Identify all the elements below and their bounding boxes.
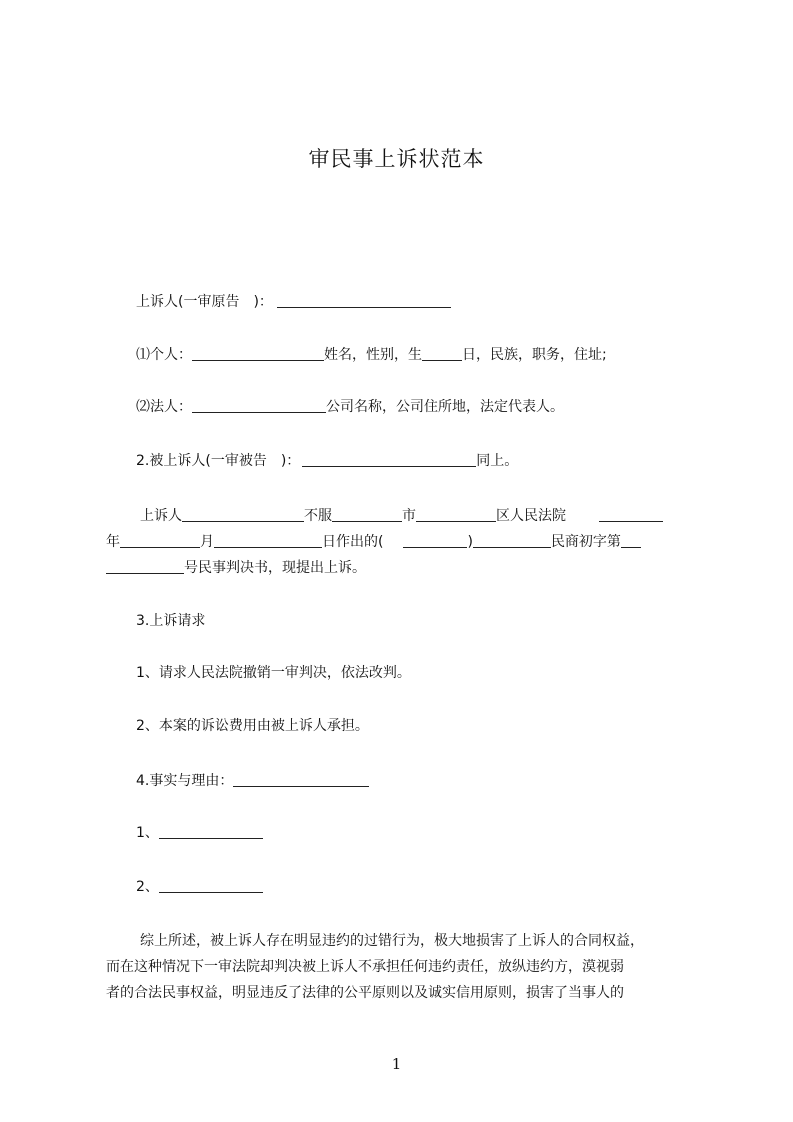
case-number-blank-a <box>621 533 641 548</box>
statement-p3: 市 <box>402 508 416 524</box>
conclusion-line-1: 综上所述，被上诉人存在明显违约的过错行为，极大地损害了上诉人的合同权益， <box>140 933 644 949</box>
case-year-blank <box>403 533 467 548</box>
appellee-text: 同上。 <box>476 453 519 469</box>
conclusion-line-2: 而在这种情况下一审法院却判决被上诉人不承担任何违约责任，放纵违约方，漠视弱 <box>106 959 624 975</box>
appellee-blank <box>302 452 476 467</box>
statement-p6: 月 <box>200 534 214 550</box>
case-number-blank-b <box>106 559 184 574</box>
fact-item-2-line <box>136 878 263 896</box>
legal-person-line <box>136 398 564 416</box>
appellant-label: 上诉人(一审原告 )： <box>136 294 273 310</box>
statement-p4: 区人民法院 <box>496 508 566 524</box>
appellant-name-blank <box>182 507 304 522</box>
legal-person-text: 公司名称，公司住所地，法定代表人。 <box>326 399 564 415</box>
statement-line-2 <box>106 533 641 551</box>
statement-p1: 上诉人 <box>140 508 182 524</box>
year-blank <box>120 533 200 548</box>
appellee-line <box>136 452 518 470</box>
legal-person-label: ⑵法人： <box>136 399 192 415</box>
legal-person-blank <box>192 398 326 413</box>
statement-p10: 号民事判决书，现提出上诉。 <box>184 560 366 576</box>
fact-item-2-blank <box>159 878 263 893</box>
conclusion-line-3: 者的合法民事权益，明显违反了法律的公平原则以及诚实信用原则，损害了当事人的 <box>106 985 624 1001</box>
appellee-label: 2.被上诉人(一审被告 )： <box>136 453 301 469</box>
request-item-2: 2、本案的诉讼费用由被上诉人承担。 <box>136 718 369 734</box>
individual-text-a: 姓名，性别，生 <box>324 347 422 363</box>
statement-line-3 <box>106 559 366 577</box>
fact-item-1-line <box>136 824 263 842</box>
city-blank <box>416 507 496 522</box>
statement-p5: 年 <box>106 534 120 550</box>
statement-line-1 <box>140 507 663 525</box>
case-code-blank <box>473 533 551 548</box>
month-blank <box>214 533 322 548</box>
fact-item-1-blank <box>159 824 263 839</box>
document-title: 审民事上诉状范本 <box>308 147 485 171</box>
individual-name-blank <box>192 346 324 361</box>
requests-heading: 3.上诉请求 <box>136 613 206 629</box>
court-blank <box>599 507 663 522</box>
request-item-1: 1、请求人民法院撤销一审判决，依法改判。 <box>136 665 411 681</box>
fact-item-2: 2、 <box>136 879 159 895</box>
individual-text-b: 日，民族，职务，住址; <box>462 347 607 363</box>
individual-label: ⑴个人： <box>136 347 192 363</box>
statement-p9: 民商初字第 <box>550 534 621 550</box>
fact-item-1: 1、 <box>136 825 159 841</box>
facts-blank <box>233 772 369 787</box>
appellant-line <box>136 293 451 311</box>
statement-p7: 日作出的( <box>322 534 384 550</box>
facts-line <box>136 772 369 790</box>
statement-p8: ) <box>467 534 473 550</box>
facts-heading: 4.事实与理由： <box>136 773 234 789</box>
individual-birth-blank <box>422 346 462 361</box>
appellant-blank <box>277 293 451 308</box>
page-number: 1 <box>391 1055 402 1073</box>
individual-line <box>136 346 607 364</box>
reject-blank <box>332 507 402 522</box>
statement-p2: 不服 <box>304 508 332 524</box>
